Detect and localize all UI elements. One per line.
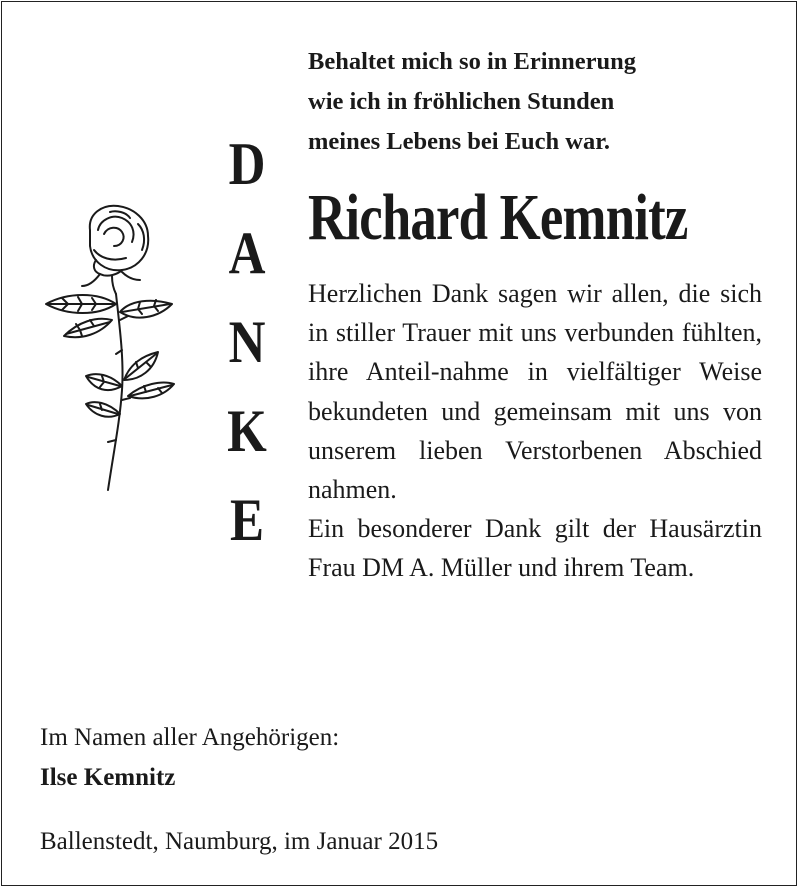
motto-line: wie ich in fröhlichen Stunden	[308, 88, 615, 115]
danke-letter-d: D	[228, 131, 266, 197]
motto-line: meines Lebens bei Euch war.	[308, 128, 610, 155]
place-date: Ballenstedt, Naumburg, im Januar 2015	[40, 828, 439, 855]
danke-letter-a: A	[228, 220, 266, 286]
signature-name: Ilse Kemnitz	[40, 764, 176, 791]
motto-line: Behaltet mich so in Erinnerung	[308, 48, 637, 75]
special-thanks-paragraph: Ein besonderer Dank gilt der Hausärztin Frau DM A. Müller und ihrem Team.	[308, 514, 762, 583]
danke-letter-k: K	[227, 398, 267, 464]
obituary-card	[1, 1, 797, 886]
signature-intro: Im Namen aller Angehörigen:	[40, 724, 340, 751]
danke-letter-e: E	[229, 487, 265, 553]
danke-letter-n: N	[228, 309, 266, 375]
thanks-paragraph: Herzlichen Dank sagen wir allen, die sich in stiller Trauer mit uns verbunden fühlten, ihre Anteil-nahme in vielfältiger Weise bekundeten und gemeinsam mit uns von unserem lieben Verstorbenen Abschied nahmen.	[308, 279, 762, 505]
thanks-text	[308, 274, 762, 588]
deceased-name: Richard Kemnitz	[308, 181, 688, 254]
motto-quote	[308, 42, 778, 162]
danke-vertical	[212, 120, 282, 565]
rose-icon	[38, 200, 178, 500]
